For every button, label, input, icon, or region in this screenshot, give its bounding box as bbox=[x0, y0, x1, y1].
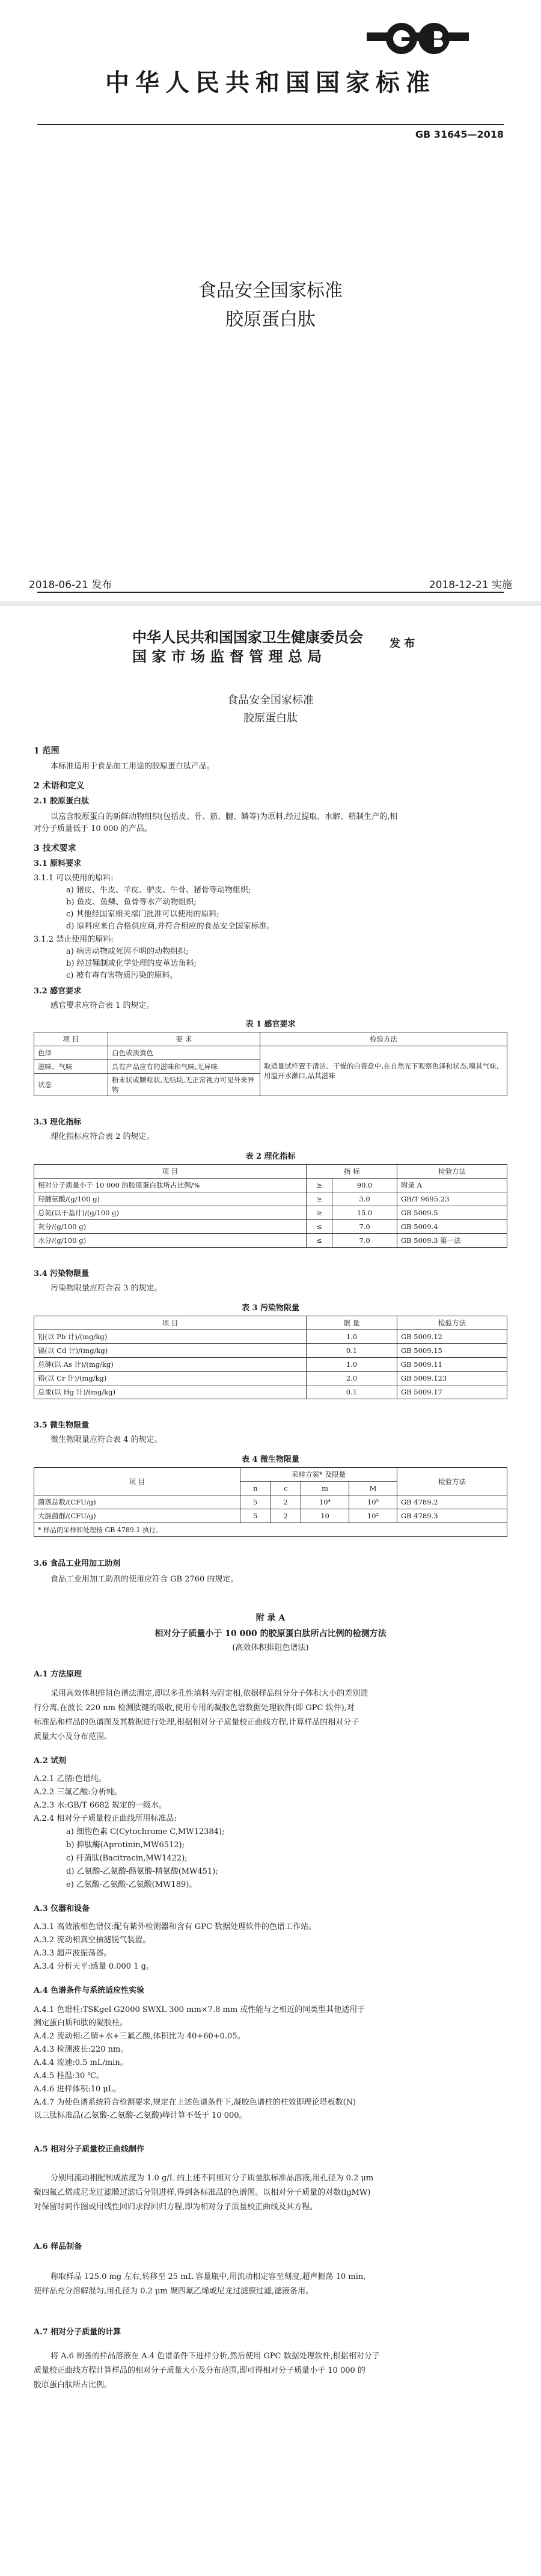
table-header: 要 求 bbox=[108, 1032, 260, 1046]
section-3-4-heading: 3.4 污染物限量 bbox=[34, 1269, 90, 1278]
table-cell: GB/T 9695.23 bbox=[397, 1192, 507, 1206]
table-header: M bbox=[349, 1482, 397, 1495]
table-cell: ≥ bbox=[307, 1206, 332, 1220]
issuer-line-2: 国 家 市 场 监 督 管 理 总 局 bbox=[132, 648, 322, 665]
clause-item: a) 病害动物或死因不明的动物组织; bbox=[66, 947, 189, 956]
table-cell: 总砷(以 As 计)/(mg/kg) bbox=[34, 1358, 307, 1372]
table-cell: 2 bbox=[270, 1509, 301, 1523]
gb-logo bbox=[367, 22, 469, 55]
table-header: 项 目 bbox=[34, 1165, 307, 1179]
section-3-6-text: 食品工业用加工助剂的使用应符合 GB 2760 的规定。 bbox=[50, 1575, 239, 1584]
a4-item: A.4.2 流动相:乙腈+水+三氟乙酸,体积比为 40+60+0.05。 bbox=[34, 2032, 245, 2041]
table-cell: GB 5009.123 bbox=[397, 1372, 507, 1385]
table-cell: GB 5009.15 bbox=[397, 1344, 507, 1358]
section-3-heading: 3 技术要求 bbox=[34, 844, 76, 853]
table-note-row bbox=[34, 1523, 507, 1537]
a4-heading: A.4 色谱条件与系统适应性实验 bbox=[34, 1986, 145, 1995]
a2-subitem: e) 乙氨酸-乙氨酸-乙氨酸(MW189)。 bbox=[66, 1880, 197, 1889]
issuer-suffix: 发 布 bbox=[390, 637, 415, 650]
a3-item: A.3.2 流动相真空抽滤脱气装置。 bbox=[34, 1936, 151, 1945]
a1-heading: A.1 方法原理 bbox=[34, 1670, 82, 1679]
body-subtitle: 胶原蛋白肽 bbox=[243, 712, 298, 725]
issuer-line-1: 中华人民共和国国家卫生健康委员会 bbox=[132, 628, 363, 646]
table-cell: 取适量试样置于清洁、干燥的白瓷盘中,在自然光下观察色泽和状态,嗅其气味,用温开水漱口,品其滋味 bbox=[260, 1046, 507, 1096]
section-3-2-heading: 3.2 感官要求 bbox=[34, 987, 82, 996]
section-3-4-text: 污染物限量应符合表 3 的规定。 bbox=[50, 1284, 162, 1293]
section-2-1-text: 以富含胶原蛋白的新鲜动物组织(包括皮、骨、筋、腱、鳞等)为原料,经过提取、水解、精制生产的,相 bbox=[50, 812, 398, 821]
table-row bbox=[34, 1358, 507, 1372]
table-row bbox=[34, 1179, 507, 1192]
a1-text: 采用高效体积排阻色谱法测定,即以多孔性填料为固定相,依据样品组分分子体积大小的差别进 bbox=[50, 1689, 368, 1698]
table-row bbox=[34, 1046, 507, 1060]
section-3-3-text: 理化指标应符合表 2 的规定。 bbox=[50, 1132, 154, 1141]
a4-item: A.4.5 柱温:30 ℃。 bbox=[34, 2072, 104, 2081]
table-cell: 15.0 bbox=[332, 1206, 397, 1220]
a4-item: A.4.6 进样体积:10 μL。 bbox=[34, 2085, 121, 2094]
clause-item: b) 经过鞣制或化学处理的皮革边角料; bbox=[66, 959, 197, 968]
table-2-caption: 表 2 理化指标 bbox=[245, 1152, 296, 1161]
a5-text: 对保留时间作图或用线性回归求得回归方程,即为相对分子质量校正曲线及其方程。 bbox=[34, 2203, 318, 2212]
table-row bbox=[34, 1192, 507, 1206]
standard-title: 中华人民共和国国家标准 bbox=[105, 69, 436, 97]
table-cell: ≥ bbox=[307, 1192, 332, 1206]
table-4-caption: 表 4 微生物限量 bbox=[241, 1455, 300, 1464]
table-row bbox=[34, 1385, 507, 1399]
publish-date: 2018-06-21 发布 bbox=[29, 579, 112, 591]
table-cell: 菌落总数/(CFU/g) bbox=[34, 1495, 240, 1509]
a2-item: A.2.3 水:GB/T 6682 规定的一级水。 bbox=[34, 1801, 167, 1810]
a4-item: 测定蛋白质和肽的凝胶柱。 bbox=[34, 2019, 128, 2028]
table-cell: 总汞(以 Hg 计)/(mg/kg) bbox=[34, 1385, 307, 1399]
table-1 bbox=[34, 1032, 507, 1096]
table-cell: 粉末状或颗粒状,无结块,无正常视力可见外来异物 bbox=[108, 1074, 260, 1096]
table-header: 检验方法 bbox=[397, 1468, 507, 1495]
table-cell: 色泽 bbox=[34, 1046, 108, 1060]
table-header: c bbox=[270, 1482, 301, 1495]
table-cell: 3.0 bbox=[332, 1192, 397, 1206]
section-3-1-heading: 3.1 原料要求 bbox=[34, 859, 82, 868]
clause-item: c) 被有毒有害物质污染的原料。 bbox=[66, 971, 178, 980]
a6-heading: A.6 样品制备 bbox=[34, 2242, 82, 2251]
table-cell: 附录 A bbox=[397, 1179, 507, 1192]
section-3-6-heading: 3.6 食品工业用加工助剂 bbox=[34, 1559, 121, 1568]
section-3-5-text: 微生物限量应符合表 4 的规定。 bbox=[50, 1435, 162, 1444]
table-cell: GB 5009.12 bbox=[397, 1330, 507, 1344]
clause-item: c) 其他经国家相关部门批准可以使用的原料; bbox=[66, 910, 219, 919]
table-cell: 2 bbox=[270, 1495, 301, 1509]
table-cell: 水分/(g/100 g) bbox=[34, 1234, 307, 1248]
appendix-label: 附 录 A bbox=[255, 1613, 286, 1623]
clause-3-1-2: 3.1.2 禁止使用的原料: bbox=[34, 935, 114, 944]
table-header-row bbox=[34, 1165, 507, 1179]
table-cell: 具有产品应有的滋味和气味,无异味 bbox=[108, 1060, 260, 1074]
a3-item: A.3.3 超声波振荡器。 bbox=[34, 1949, 112, 1958]
table-note: * 样品的采样和处理按 GB 4789.1 执行。 bbox=[34, 1523, 507, 1537]
table-cell: GB 5009.11 bbox=[397, 1358, 507, 1372]
table-row bbox=[34, 1206, 507, 1220]
table-cell: GB 5009.5 bbox=[397, 1206, 507, 1220]
body-title: 食品安全国家标准 bbox=[227, 694, 314, 707]
table-header-row bbox=[34, 1316, 507, 1330]
table-cell: 相对分子质量小于 10 000 的胶原蛋白肽所占比例/% bbox=[34, 1179, 307, 1192]
header-rule bbox=[37, 124, 504, 125]
table-cell: 2.0 bbox=[307, 1372, 397, 1385]
section-1-text: 本标准适用于食品加工用途的胶原蛋白肽产品。 bbox=[50, 762, 215, 771]
table-cell: 铅(以 Pb 计)/(mg/kg) bbox=[34, 1330, 307, 1344]
a2-subitem: b) 抑肽酶(Aprotinin,MW6512); bbox=[66, 1841, 185, 1850]
table-cell: GB 5009.17 bbox=[397, 1385, 507, 1399]
table-cell: 羟脯氨酸/(g/100 g) bbox=[34, 1192, 307, 1206]
section-2-1-text: 对分子质量低于 10 000 的产品。 bbox=[34, 824, 152, 833]
a2-item: A.2.2 三氟乙酸:分析纯。 bbox=[34, 1788, 122, 1797]
table-row bbox=[34, 1509, 507, 1523]
table-cell: 灰分/(g/100 g) bbox=[34, 1220, 307, 1234]
table-cell: 总氮(以干基计)/(g/100 g) bbox=[34, 1206, 307, 1220]
standard-number: GB 31645—2018 bbox=[415, 129, 504, 140]
table-cell: 5 bbox=[240, 1509, 271, 1523]
table-cell: GB 5009.3 第一法 bbox=[397, 1234, 507, 1248]
a7-text: 胶原蛋白肽所占比例。 bbox=[34, 2381, 112, 2390]
table-cell: GB 4789.3 bbox=[397, 1509, 507, 1523]
table-cell: ≥ bbox=[307, 1179, 332, 1192]
table-header: 指 标 bbox=[307, 1165, 397, 1179]
clause-3-1-1: 3.1.1 可以使用的原料: bbox=[34, 874, 114, 883]
table-row bbox=[34, 1234, 507, 1248]
section-2-heading: 2 术语和定义 bbox=[34, 781, 85, 791]
table-row bbox=[34, 1495, 507, 1509]
a1-text: 标准品和样品的色谱图及其数据进行处理,根据相对分子质量校正曲线方程,计算样品的相对分子 bbox=[34, 1718, 359, 1727]
implement-date: 2018-12-21 实施 bbox=[429, 579, 512, 591]
table-header: 检验方法 bbox=[260, 1032, 507, 1046]
table-header: 检验方法 bbox=[397, 1165, 507, 1179]
a3-heading: A.3 仪器和设备 bbox=[34, 1904, 90, 1913]
clause-item: a) 猪皮、牛皮、羊皮、驴皮、牛骨、猪骨等动物组织; bbox=[66, 886, 251, 895]
a6-text: 称取样品 125.0 mg 左右,转移至 25 mL 容量瓶中,用流动相定容至刻度,超声振荡 10 min, bbox=[50, 2272, 366, 2281]
appendix-title: 相对分子质量小于 10 000 的胶原蛋白肽所占比例的检测方法 bbox=[154, 1629, 387, 1639]
table-cell: GB 5009.4 bbox=[397, 1220, 507, 1234]
a7-heading: A.7 相对分子质量的计算 bbox=[34, 2328, 121, 2337]
table-row bbox=[34, 1220, 507, 1234]
a7-text: 将 A.6 制备的样品溶液在 A.4 色谱条件下进样分析,然后使用 GPC 数据处理软件,根据相对分子 bbox=[50, 2352, 380, 2361]
table-cell: 7.0 bbox=[332, 1234, 397, 1248]
table-header: 采样方案* 及限量 bbox=[240, 1468, 397, 1482]
a4-item: A.4.4 流速:0.5 mL/min。 bbox=[34, 2058, 128, 2067]
a7-text: 质量校正曲线方程计算样品的相对分子质量大小及分布范围,即可得相对分子质量小于 10 000 的 bbox=[34, 2366, 365, 2375]
a6-text: 使样品充分溶解混匀,用孔径为 0.2 μm 聚四氟乙烯或尼龙过滤膜过滤,滤液备用。 bbox=[34, 2287, 314, 2296]
cover-sub-title: 胶原蛋白肽 bbox=[225, 309, 316, 330]
table-cell: 0.1 bbox=[307, 1385, 397, 1399]
table-cell: 7.0 bbox=[332, 1220, 397, 1234]
table-row bbox=[34, 1344, 507, 1358]
table-2 bbox=[34, 1164, 507, 1248]
table-cell: 5 bbox=[240, 1495, 271, 1509]
cover-page bbox=[0, 0, 541, 601]
table-row bbox=[34, 1372, 507, 1385]
clause-item: b) 鱼皮、鱼鳞、鱼骨等水产动物组织; bbox=[66, 898, 197, 907]
section-3-3-heading: 3.3 理化指标 bbox=[34, 1118, 82, 1127]
a3-item: A.3.4 分析天平:感量 0.000 1 g。 bbox=[34, 1962, 154, 1971]
a2-item: A.2.4 相对分子质量校正曲线所用标准品: bbox=[34, 1814, 177, 1823]
a4-item: A.4.1 色谱柱:TSKgel G2000 SWXL 300 mm×7.8 mm 或性能与之相近的同类型其他适用于 bbox=[34, 2005, 365, 2014]
table-header-row bbox=[34, 1468, 507, 1482]
table-cell: 镉(以 Cd 计)/(mg/kg) bbox=[34, 1344, 307, 1358]
table-cell: 1.0 bbox=[307, 1330, 397, 1344]
table-cell: ≤ bbox=[307, 1220, 332, 1234]
table-header: 检验方法 bbox=[397, 1316, 507, 1330]
section-2-1-heading: 2.1 胶原蛋白肽 bbox=[34, 797, 90, 806]
a5-text: 分别用流动相配制成浓度为 1.0 g/L 的上述不同相对分子质量肽标准品溶液,用孔径为 0.2 μm bbox=[50, 2174, 374, 2183]
table-cell: 10 bbox=[301, 1509, 349, 1523]
a2-subitem: a) 细胞色素 C(Cytochrome C,MW12384); bbox=[66, 1827, 225, 1836]
appendix-subtitle: (高效体积排阻色谱法) bbox=[232, 1643, 309, 1652]
footer-rule bbox=[37, 592, 504, 593]
table-cell: 状态 bbox=[34, 1074, 108, 1096]
a1-text: 质量大小及分布范围。 bbox=[34, 1732, 112, 1741]
table-4 bbox=[34, 1467, 507, 1537]
a4-item: 以三肽标准品(乙氨酸-乙氨酸-乙氨酸)峰计算不低于 10 000。 bbox=[34, 2111, 247, 2120]
a2-item: A.2.1 乙腈:色谱纯。 bbox=[34, 1774, 106, 1783]
table-cell: 铬(以 Cr 计)/(mg/kg) bbox=[34, 1372, 307, 1385]
a3-item: A.3.1 高效液相色谱仪:配有紫外检测器和含有 GPC 数据处理软件的色谱工作站。 bbox=[34, 1922, 317, 1931]
table-3 bbox=[34, 1316, 507, 1399]
table-header: 项 目 bbox=[34, 1468, 240, 1495]
table-cell: 0.1 bbox=[307, 1344, 397, 1358]
section-3-5-heading: 3.5 微生物限量 bbox=[34, 1421, 90, 1430]
a1-text: 行分离,在波长 220 nm 检测肽键的吸收,使用专用的凝胶色谱数据处理软件(即 GPC 软件),对 bbox=[34, 1704, 355, 1713]
a2-subitem: d) 乙氨酸-乙氨酸-酪氨酸-精氨酸(MW451); bbox=[66, 1867, 218, 1876]
table-cell: 滋味、气味 bbox=[34, 1060, 108, 1074]
section-1-heading: 1 范围 bbox=[34, 746, 60, 756]
table-header: n bbox=[240, 1482, 271, 1495]
table-header: 项 目 bbox=[34, 1032, 108, 1046]
a4-item: A.4.7 为使色谱系统符合检测要求,规定在上述色谱条件下,凝胶色谱柱的柱效即理论塔板数(N) bbox=[34, 2098, 356, 2107]
table-cell: GB 4789.2 bbox=[397, 1495, 507, 1509]
a2-subitem: c) 杆菌肽(Bacitracin,MW1422); bbox=[66, 1854, 188, 1863]
table-1-caption: 表 1 感官要求 bbox=[245, 1020, 296, 1029]
cover-main-title: 食品安全国家标准 bbox=[198, 280, 343, 301]
table-3-caption: 表 3 污染物限量 bbox=[241, 1304, 300, 1313]
a5-text: 聚四氟乙烯或尼龙过滤膜过滤后分别进样,得到各标准品的色谱图。以相对分子质量的对数(lgMW) bbox=[34, 2188, 371, 2197]
table-cell: 白色或淡黄色 bbox=[108, 1046, 260, 1060]
table-cell: 10⁴ bbox=[301, 1495, 349, 1509]
table-header: m bbox=[301, 1482, 349, 1495]
table-cell: 10² bbox=[349, 1509, 397, 1523]
clause-item: d) 原料应来自合格供应商,并符合相应的食品安全国家标准。 bbox=[66, 922, 275, 931]
table-header: 项 目 bbox=[34, 1316, 307, 1330]
a2-heading: A.2 试剂 bbox=[34, 1756, 67, 1765]
a4-item: A.4.3 检测波长:220 nm。 bbox=[34, 2045, 129, 2054]
table-row bbox=[34, 1330, 507, 1344]
table-cell: 大肠菌群/(CFU/g) bbox=[34, 1509, 240, 1523]
table-header: 限 量 bbox=[307, 1316, 397, 1330]
table-cell: ≤ bbox=[307, 1234, 332, 1248]
body-page bbox=[0, 606, 541, 2576]
a5-heading: A.5 相对分子质量校正曲线制作 bbox=[34, 2145, 145, 2154]
section-3-2-text: 感官要求应符合表 1 的规定。 bbox=[50, 1001, 154, 1010]
table-cell: 10⁵ bbox=[349, 1495, 397, 1509]
table-cell: 1.0 bbox=[307, 1358, 397, 1372]
table-cell: 90.0 bbox=[332, 1179, 397, 1192]
table-header-row bbox=[34, 1032, 507, 1046]
